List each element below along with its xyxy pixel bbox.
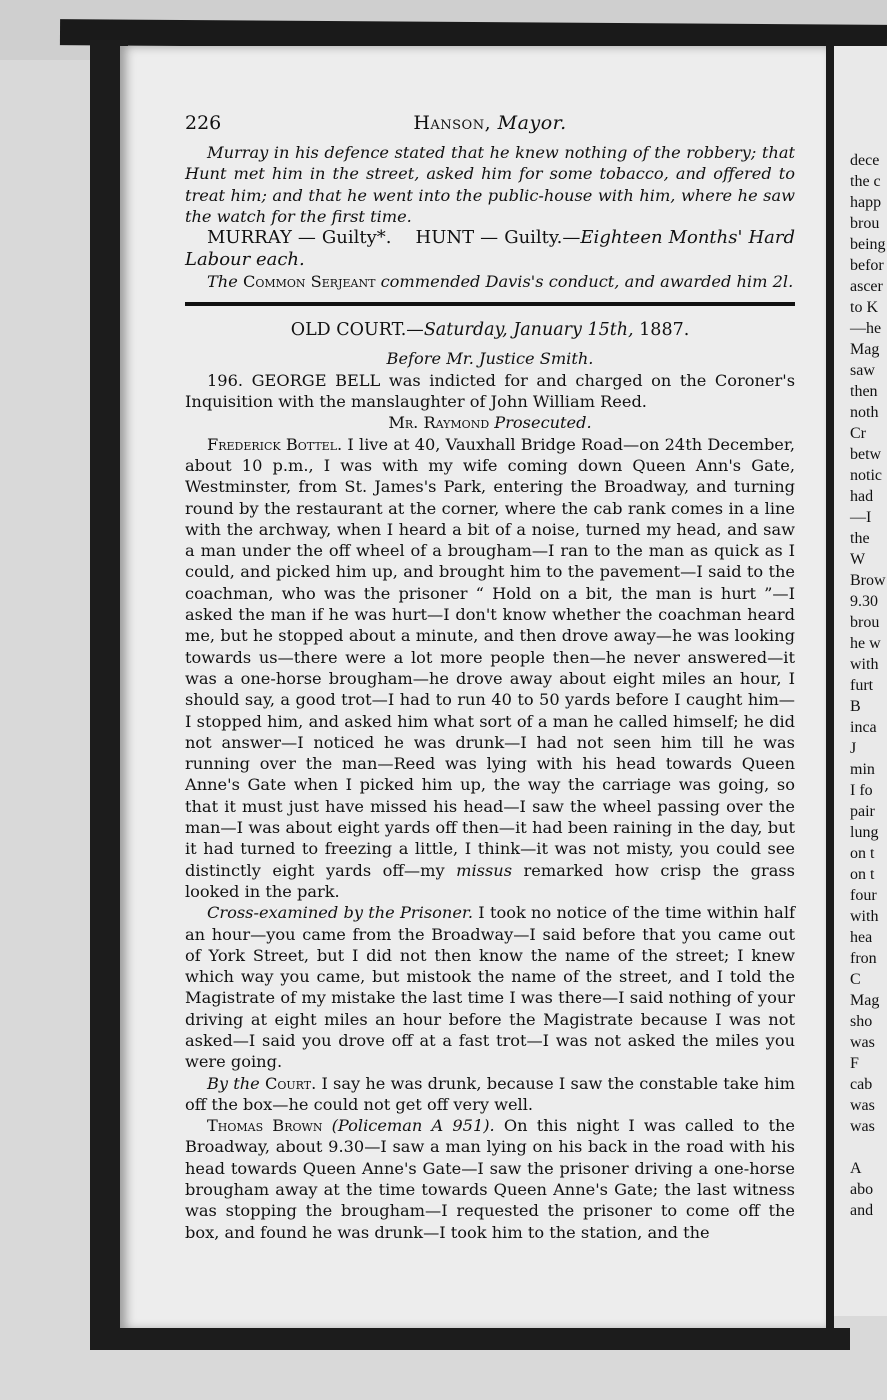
facing-page-line: notic: [850, 467, 882, 484]
facing-page-line: noth: [850, 404, 879, 421]
facing-page-line: C: [850, 971, 861, 988]
facing-page-line: abo: [850, 1181, 874, 1198]
facing-page-line: cab: [850, 1076, 873, 1093]
facing-page-line: A: [850, 1160, 862, 1177]
facing-page-line: then: [850, 383, 878, 400]
facing-page-line: with: [850, 908, 879, 925]
page-content: [185, 112, 795, 1243]
running-title: Hanson, Mayor.: [413, 112, 567, 134]
facing-page-line: fron: [850, 950, 877, 967]
facing-page-line: on t: [850, 866, 875, 883]
facing-page-line: brou: [850, 215, 880, 232]
page-gutter: [826, 40, 834, 1330]
page-number: 226: [185, 112, 222, 134]
facing-page-line: betw: [850, 446, 882, 463]
facing-page-line: Brow: [850, 572, 886, 589]
facing-page-line: inca: [850, 719, 877, 736]
by-the-court: By the Court. I say he was drunk, because I saw the constable take him off the box—he could not get off very well.: [185, 1073, 795, 1114]
facing-page-line: hea: [850, 929, 873, 946]
sentence: Eighteen Months' Hard Labour each.: [185, 227, 796, 271]
facing-page-line: dece: [850, 152, 880, 169]
facing-page-line: Mag: [850, 992, 880, 1009]
verdict-hunt: HUNT — Guilty.—: [415, 227, 581, 249]
page-header: [185, 112, 795, 142]
facing-page-line: was: [850, 1097, 875, 1114]
testimony-brown: Thomas Brown (Policeman A 951). On this night I was called to the Broadway, about 9.30—I saw a man lying on his back in the road with his head towards Queen Anne's Gate—I saw the prisoner driving a one-horse brougham away at the time towards Queen Anne's Gate; the last witness was stopping the brougham—I requested the prisoner to come off the box, and found he was drunk—I took him to the station, and the: [185, 1116, 795, 1242]
prosecution-line: Mr. Raymond Prosecuted.: [388, 413, 592, 433]
commendation: The Common Serjeant commended Davis's conduct, and awarded him 2l.: [207, 272, 794, 292]
facing-page-line: J: [850, 740, 857, 757]
facing-page-line: the: [850, 530, 870, 547]
facing-page-line: pair: [850, 803, 875, 820]
facing-page-fragment: [834, 46, 887, 1316]
facing-page-line: brou: [850, 614, 880, 631]
court-heading: OLD COURT.—Saturday, January 15th, 1887.: [290, 320, 690, 341]
verdict-murray: MURRAY — Guilty*.: [207, 227, 392, 249]
facing-page-line: four: [850, 887, 877, 904]
testimony-bottel: Frederick Bottel. I live at 40, Vauxhall Bridge Road—on 24th December, about 10 p.m., I was with my wife coming down Queen Ann's Gate, Westminster, from St. James's Park, entering the Broadway, and turning round by the restaurant at the corner, where the cab rank comes in a line with the archway, when I heard a bit of a noise, turned my head, and saw a man under the off wheel of a brougham—I ran to the man as quick as I could, and picked him up, and brought him to the pavement—I said to the coachman, who was the prisoner “ Hold on a bit, the man is hurt ”—I asked the man if he was hurt—I don't know whether the coachman heard me, but he stopped about a minute, and then drove away—he was looking towards us—there were a lot more people then—he never answered—it was a one-horse brougham—he drove away about eight miles an hour, I should say, a good trot—I had to run 40 to 50 yards before I caught him—I stopped him, and asked him what sort of a man he called himself; he did not answer—I noticed he was drunk—I had not seen him till he was running over the man—Reed was lying with his head towards Queen Anne's Gate when I picked him up, the way the carriage was going, so that it must just have missed his head—I saw the wheel passing over the man—I was about eight yards off then—it had been raining in the day, but it had turned to freezing a little, I think—it was not misty, you could see distinctly eight yards off—my missus remarked how crisp the grass looked in the park.: [185, 434, 795, 901]
facing-page-line: the c: [850, 173, 881, 190]
cross-examination: Cross-examined by the Prisoner. I took no notice of the time within half an hour—you came from the Broadway—I said before that you came out of York Street, but I did not then know the name of the street; I knew which way you came, but mistook the name of the street, and I told the Magistrate of my mistake the last time I was there—I said nothing of your driving at eight miles an hour before the Magistrate because I was not asked—I said you drove off at a fast trot—I was not asked the miles you were going.: [185, 903, 795, 1072]
facing-page-line: he w: [850, 635, 881, 652]
defence-statement: Murray in his defence stated that he knew nothing of the robbery; that Hunt met him in the street, asked him for some tobacco, and offered to treat him; and that he went into the public-house with him, where he saw the watch for the first time.: [185, 143, 795, 226]
facing-page-line: had: [850, 488, 874, 505]
facing-page-line: saw: [850, 362, 875, 379]
facing-page-line: on t: [850, 845, 875, 862]
facing-page-line: 9.30: [850, 593, 878, 610]
facing-page-line: was: [850, 1118, 875, 1135]
facing-page-line: to K: [850, 299, 878, 316]
facing-page-line: with: [850, 656, 879, 673]
facing-page-line: ascer: [850, 278, 883, 295]
facing-page-line: min: [850, 761, 875, 778]
facing-page-line: furt: [850, 677, 874, 694]
facing-page-spacer: [834, 46, 887, 150]
facing-page-line: lung: [850, 824, 879, 841]
facing-page-line: [834, 1137, 887, 1158]
verdict-line: [185, 227, 795, 271]
before-judge: Before Mr. Justice Smith.: [386, 349, 594, 369]
facing-page-line: happ: [850, 194, 882, 211]
binding-shadow-bottom: [90, 1328, 850, 1350]
facing-page-line: Cr: [850, 425, 866, 442]
facing-page-line: Mag: [850, 341, 880, 358]
facing-page-line: B: [850, 698, 861, 715]
facing-page-line: —he: [850, 320, 882, 337]
facing-page-line: was: [850, 1034, 875, 1051]
case-heading: 196. GEORGE BELL was indicted for and charged on the Coroner's Inquisition with the manslaughter of John William Reed.: [185, 370, 795, 412]
facing-page-line: W: [850, 551, 866, 568]
facing-page-line: sho: [850, 1013, 873, 1030]
facing-page-line: being: [850, 236, 886, 253]
facing-page-line: I fo: [850, 782, 873, 799]
facing-page-line: befor: [850, 257, 884, 274]
section-rule: [185, 302, 795, 306]
facing-page-line: and: [850, 1202, 874, 1219]
facing-page-line: —I: [850, 509, 872, 526]
facing-page-line: F: [850, 1055, 859, 1072]
